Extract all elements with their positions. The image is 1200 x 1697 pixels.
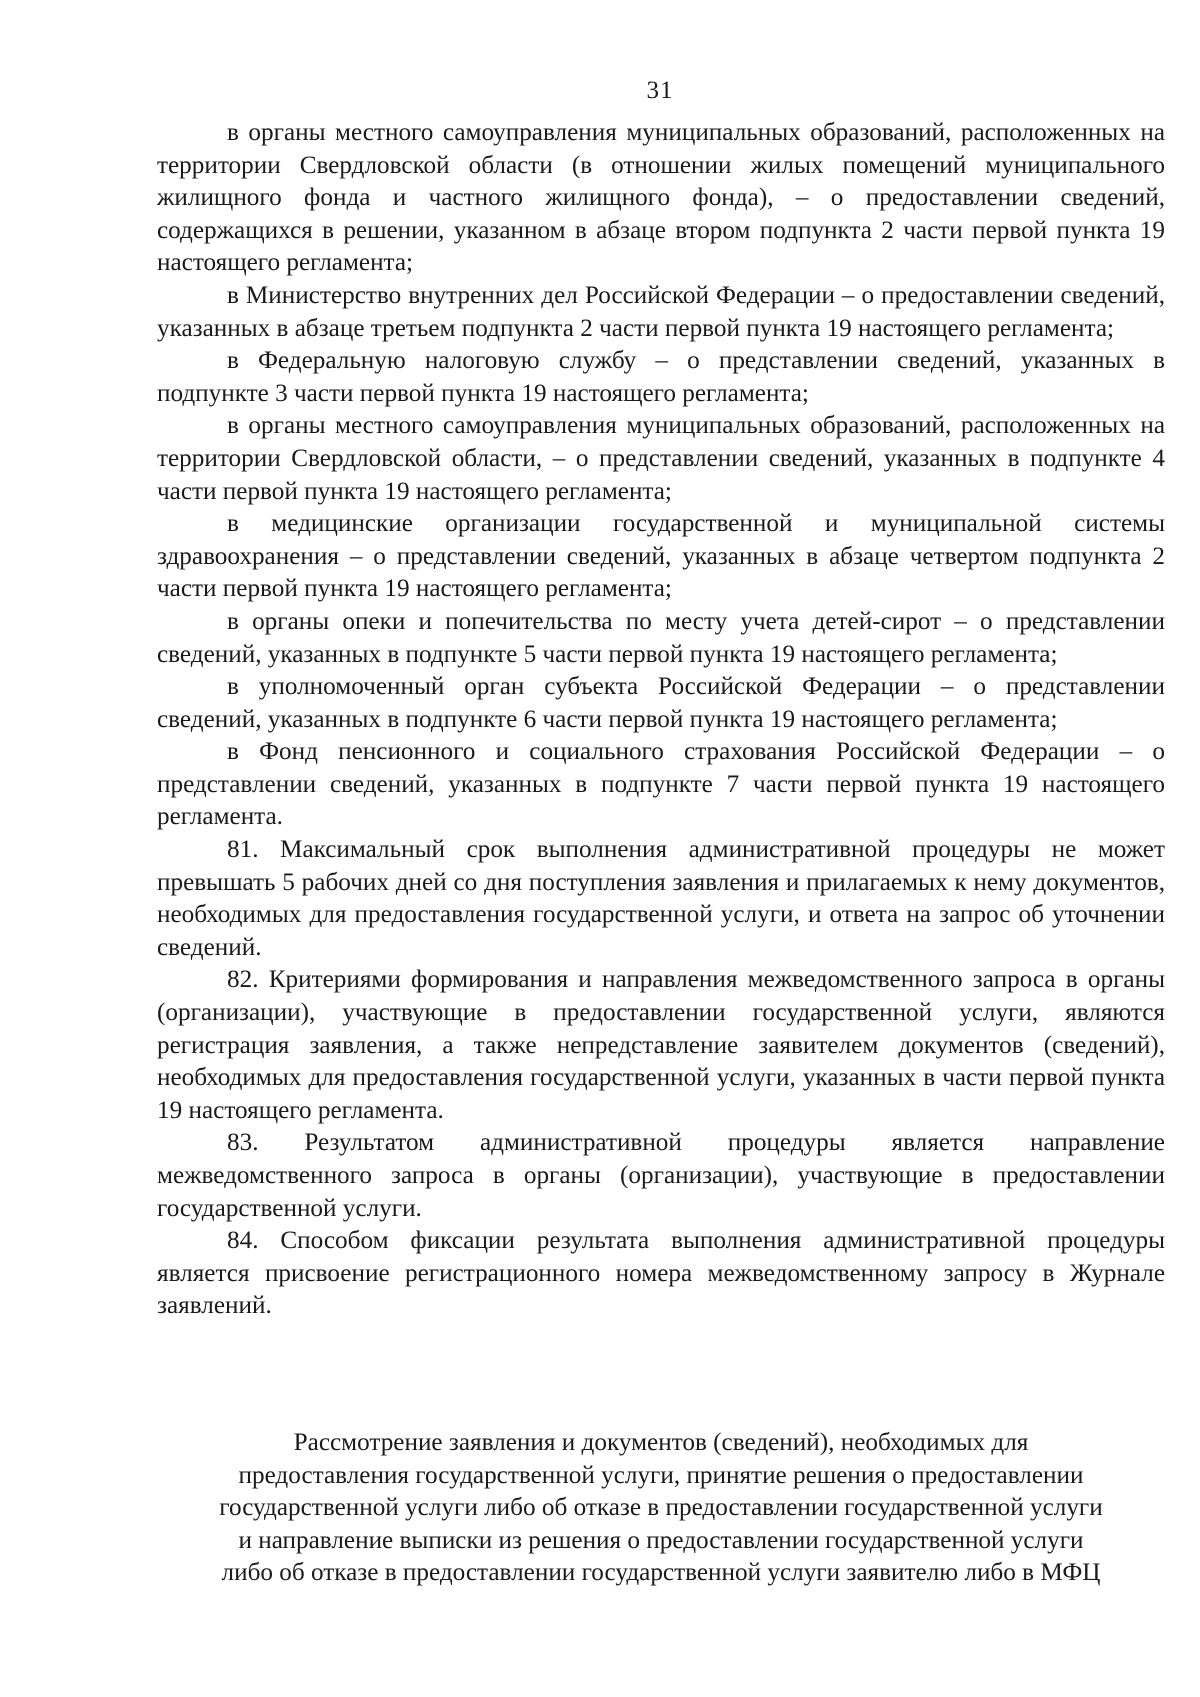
paragraph-83: 83. Результатом административной процедуры является направление межведомственного запроса в органы (организации), участвующие в предоставлении государственной услуги.: [157, 1129, 1165, 1222]
section-heading-line: и направление выписки из решения о предоставлении государственной услуги: [238, 1526, 1084, 1554]
paragraph-guardianship-bodies: в органы опеки и попечительства по месту учета детей-сирот – о представлении сведений, указанных в подпункте 5 части первой пункта 19 настоящего регламента;: [157, 607, 1165, 668]
section-heading: [157, 1427, 1165, 1590]
paragraph-82: 82. Критериями формирования и направления межведомственного запроса в органы (организации), участвующие в предоставлении государственной услуги, являются регистрация заявления, а также непредставление заявителем документов (сведений), необходимых для предоставления государственной услуги, указанных в части первой пункта 19 настоящего регламента.: [157, 966, 1165, 1124]
paragraph-pension-fund: в Фонд пенсионного и социального страхования Российской Федерации – о представлении сведений, указанных в подпункте 7 части первой пункта 19 настоящего регламента.: [157, 738, 1165, 831]
paragraph-authorized-body: в уполномоченный орган субъекта Российской Федерации – о представлении сведений, указанных в подпункте 6 части первой пункта 19 настоящего регламента;: [157, 673, 1165, 733]
paragraph-local-government: в органы местного самоуправления муниципальных образований, расположенных на территории Свердловской области, – о представлении сведений, указанных в подпункте 4 части первой пункта 19 настоящего регламента;: [157, 412, 1165, 505]
paragraph-medical-organizations: в медицинские организации государственной и муниципальной системы здравоохранения – о представлении сведений, указанных в абзаце четвертом подпункта 2 части первой пункта 19 настоящего регламента;: [157, 510, 1165, 603]
paragraph-84: 84. Способом фиксации результата выполнения административной процедуры является присвоение регистрационного номера межведомственному запросу в Журнале заявлений.: [157, 1227, 1165, 1320]
page-number: 31: [646, 77, 674, 104]
section-heading-line: предоставления государственной услуги, принятие решения о предоставлении: [238, 1461, 1084, 1489]
paragraph-interior-ministry: в Министерство внутренних дел Российской Федерации – о предоставлении сведений, указанных в абзаце третьем подпункта 2 части первой пункта 19 настоящего регламента;: [157, 281, 1165, 342]
section-heading-line: либо об отказе в предоставлении государственной услуги заявителю либо в МФЦ: [221, 1559, 1101, 1587]
section-heading-line: государственной услуги либо об отказе в предоставлении государственной услуги: [219, 1494, 1103, 1522]
paragraph-local-government-housing: в органы местного самоуправления муниципальных образований, расположенных на территории Свердловской области (в отношении жилых помещений муниципального жилищного фонда и частного жилищного фонда), – о предоставлении сведений, содержащихся в решении, указанном в абзаце втором подпункта 2 части первой пункта 19 настоящего регламента;: [157, 119, 1165, 277]
document-body: [157, 117, 1165, 1323]
section-heading-line: Рассмотрение заявления и документов (сведений), необходимых для: [293, 1429, 1029, 1456]
paragraph-tax-service: в Федеральную налоговую службу – о представлении сведений, указанных в подпункте 3 части первой пункта 19 настоящего регламента;: [157, 347, 1165, 407]
paragraph-81: 81. Максимальный срок выполнения административной процедуры не может превышать 5 рабочих дней со дня поступления заявления и прилагаемых к нему документов, необходимых для предоставления государственной услуги, и ответа на запрос об уточнении сведений.: [157, 836, 1165, 961]
